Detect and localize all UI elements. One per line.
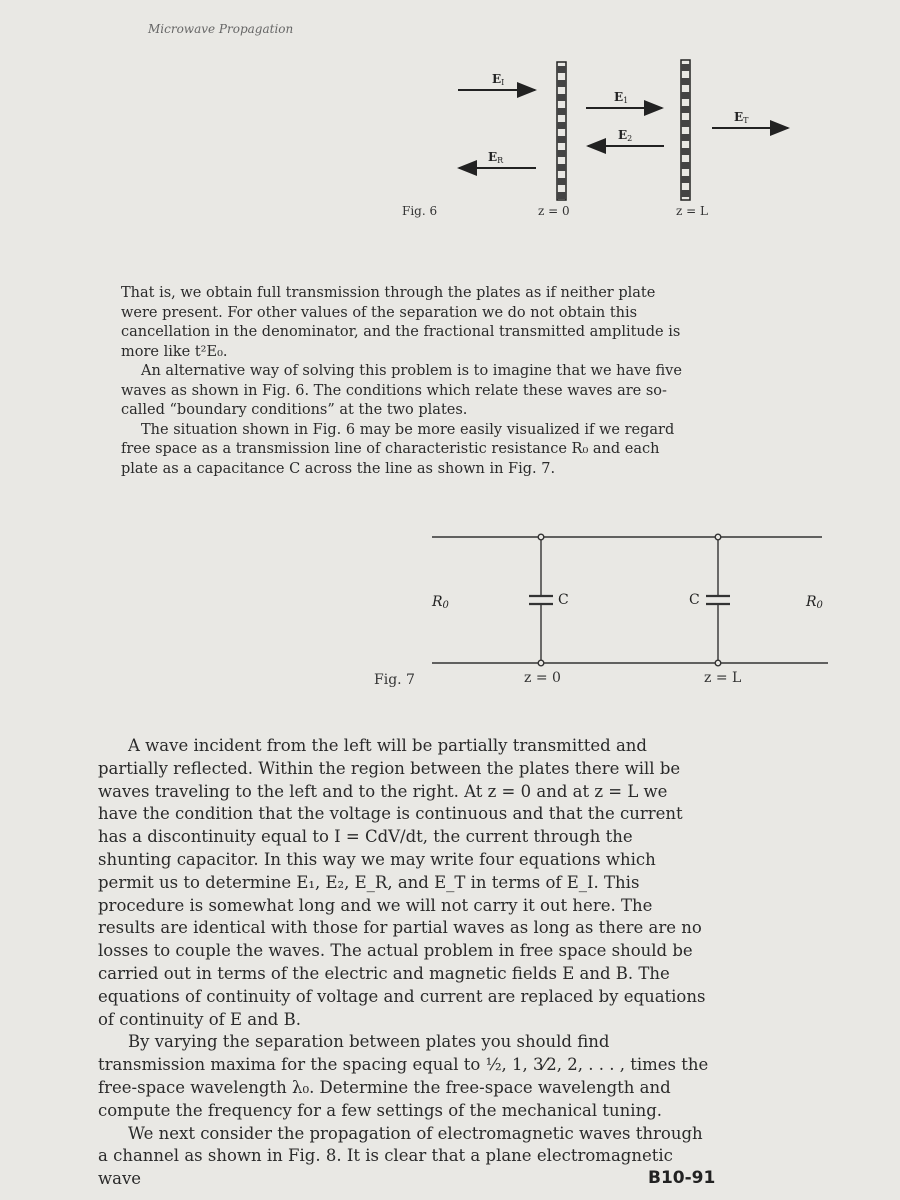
fig6-label-et: $E_T$ [734, 110, 749, 125]
paragraph: The situation shown in Fig. 6 may be more easily visualized if we regard free space as a transmission line of characteristic resistance R₀ and each plate as a capacitance C across the line as shown in Fig. 7. [121, 421, 675, 477]
fig7-label-r0-left: $R_0$ [432, 594, 449, 611]
fig6-label-e1: $E_1$ [614, 90, 629, 105]
fig6-label-z0: z = 0 [538, 204, 570, 218]
page-number: B10-91 [648, 1168, 716, 1188]
text-block-1 [121, 284, 689, 479]
fig7-label-zl: z = L [704, 670, 742, 686]
fig7-label-c-right: C [689, 592, 700, 608]
fig6-label-e2: $E_2$ [618, 128, 633, 143]
fig6-plate-z0 [557, 62, 566, 200]
paragraph: That is, we obtain full transmission through the plates as if neither plate were present. For other values of the separation we do not obtain this cancellation in the denominator, and the fractional transmitted amplitude is more like t²E₀. [121, 285, 681, 360]
fig6-label-ei: $E_I$ [492, 72, 505, 87]
fig6-caption: Fig. 6 [402, 204, 438, 218]
fig6-label-zl: z = L [676, 204, 708, 218]
paragraph: We next consider the propagation of electromagnetic waves through a channel as shown in Fig. 8. It is clear that a plane electromagnetic wave [98, 1123, 703, 1189]
fig7-label-r0-right: $R_0$ [806, 594, 823, 611]
paragraph: A wave incident from the left will be partially transmitted and partially reflected. Within the region between the plates there will be waves traveling to the left and to the right. At z = 0 and at z = L we have the condition that the voltage is continuous and that the current has a discontinuity equal to I = CdV/dt, the current through the shunting capacitor. In this way we may write four equations which permit us to determine E₁, E₂, E_R, and E_T in terms of E_I. This procedure is somewhat long and we will not carry it out here. The results are identical with those for partial waves as long as there are no losses to couple the waves. The actual problem in free space should be carried out in terms of the electric and magnetic fields E and B. The equations of continuity of voltage and current are replaced by equations of continuity of E and B. [98, 736, 706, 1029]
fig7-diagram [432, 534, 828, 666]
paragraph: An alternative way of solving this problem is to imagine that we have five waves as shown in Fig. 6. The conditions which relate these waves are so-called “boundary conditions” at the two plates. [121, 363, 682, 418]
fig6-plate-zl [681, 60, 690, 200]
fig7-label-z0: z = 0 [524, 670, 561, 686]
text-block-2 [98, 735, 710, 1191]
running-header: Microwave Propagation [148, 22, 294, 36]
paragraph: By varying the separation between plates you should find transmission maxima for the spacing equal to ½, 1, 3⁄2, 2, . . . , times the free-space wavelength λ₀. Determine the free-space wavelength and compute the frequency for a few settings of the mechanical tuning. [98, 1032, 709, 1120]
fig7-caption: Fig. 7 [374, 672, 415, 688]
fig6-label-er: $E_R$ [488, 150, 504, 165]
fig7-label-c-left: C [558, 592, 569, 608]
